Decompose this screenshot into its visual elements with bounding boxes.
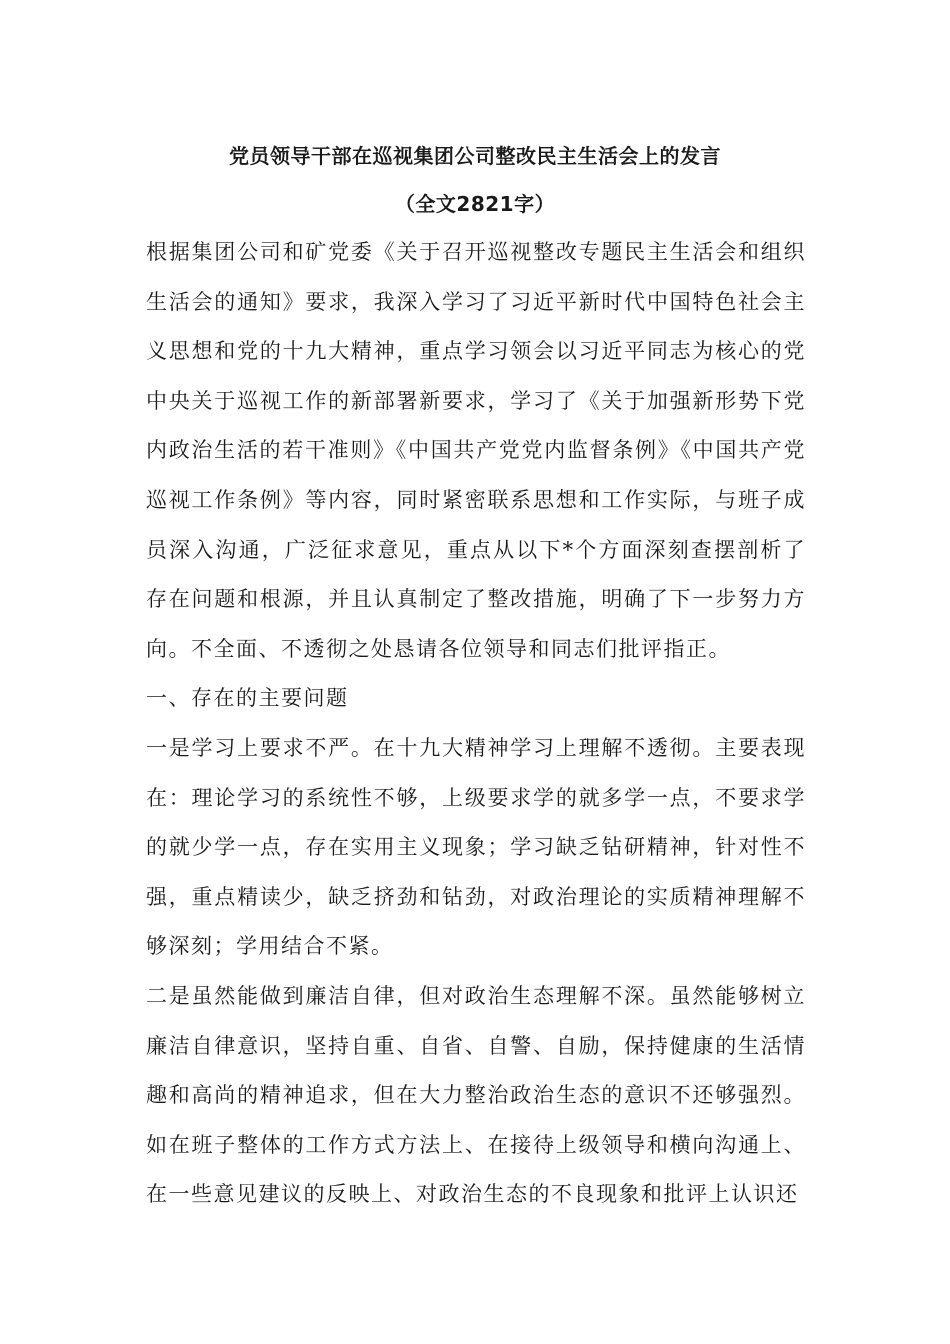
section-heading: 一、存在的主要问题 bbox=[146, 686, 349, 711]
document-subtitle: （全文2821字） bbox=[394, 192, 556, 216]
paragraph-point-two: 二是虽然能做到廉洁自律，但对政治生态理解不深。虽然能够树立廉洁自律意识，坚持自重、自省、自警、自励，保持健康的生活情趣和高尚的精神追求，但在大力整治政治生态的意识不还够强烈。如在班子整体的工作方式方法上、在接待上级领导和横向沟通上、在一些意见建议的反映上、对政治生态的不良现象和批评上认识还 bbox=[146, 983, 806, 1207]
document-title: 党员领导干部在巡视集团公司整改民主生活会上的发言 bbox=[229, 144, 721, 168]
document-body bbox=[146, 228, 806, 1220]
paragraph-point-one: 一是学习上要求不严。在十九大精神学习上理解不透彻。主要表现在：理论学习的系统性不够，上级要求学的就多学一点，不要求学的就少学一点，存在实用主义现象；学习缺乏钻研精神，针对性不强，重点精读少，缺乏挤劲和钻劲，对政治理论的实质精神理解不够深刻；学用结合不紧。 bbox=[146, 735, 806, 959]
paragraph-intro: 根据集团公司和矿党委《关于召开巡视整改专题民主生活会和组织生活会的通知》要求，我深入学习了习近平新时代中国特色社会主义思想和党的十九大精神，重点学习领会以习近平同志为核心的党中央关于巡视工作的新部署新要求，学习了《关于加强新形势下党内政治生活的若干准则》《中国共产党党内监督条例》《中国共产党巡视工作条例》等内容，同时紧密联系思想和工作实际，与班子成员深入沟通，广泛征求意见，重点从以下*个方面深刻查摆剖析了存在问题和根源，并且认真制定了整改措施，明确了下一步努力方向。不全面、不透彻之处恳请各位领导和同志们批评指正。 bbox=[146, 240, 806, 661]
